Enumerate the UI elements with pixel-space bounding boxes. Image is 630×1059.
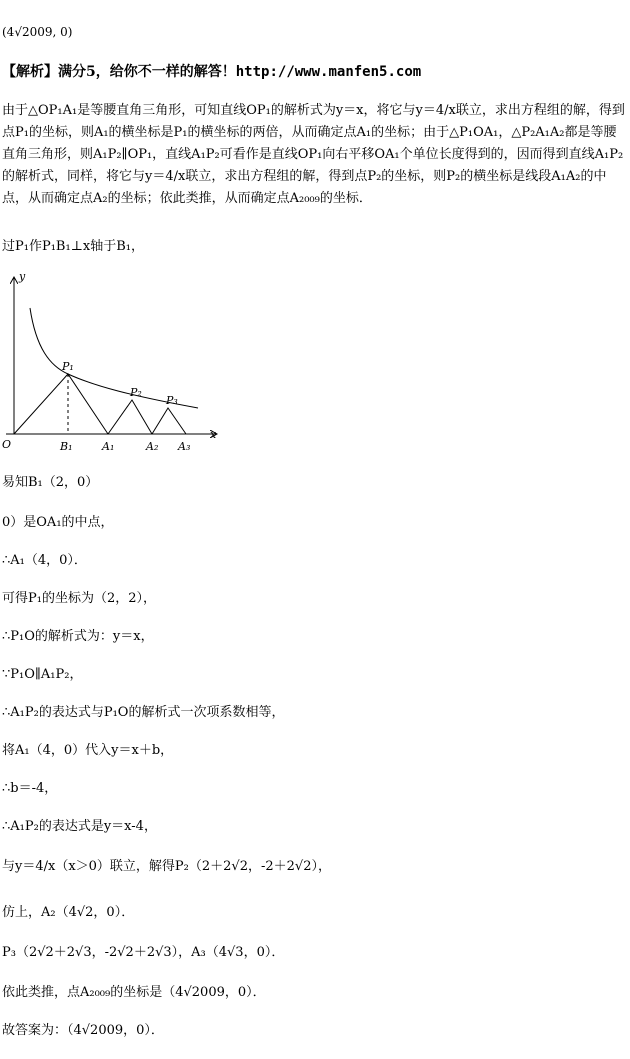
step-line: 过P₁作P₁B₁⊥x轴于B₁， [2, 239, 145, 254]
step-line: ∴P₁O的解析式为：y＝x， [2, 629, 154, 644]
triangle-3 [152, 408, 186, 434]
step-line: ∴A₁（4，0）． [2, 553, 87, 568]
step-line: 故答案为：（4√2009，0）． [2, 1023, 164, 1038]
hyperbola-curve [30, 308, 198, 408]
point-label-a2: A₂ [146, 440, 159, 453]
triangle-2 [108, 400, 152, 434]
analysis-tag: 【解析】 [2, 64, 58, 80]
triangle-1 [14, 374, 108, 434]
analysis-header [2, 64, 421, 80]
step-line: ∵P₁O∥A₁P₂， [2, 667, 83, 682]
analysis-text: 由于△OP₁A₁是等腰直角三角形，可知直线OP₁的解析式为y＝x，将它与y＝4/x联立，求出方程组的解，得到点P₁的坐标，则A₁的横坐标是P₁的横坐标的两倍，从而确定点A₁的坐标；由于△P₁OA₁，△P₂A₁A₂都是等腰直角三角形，则A₁P₂∥OP₁，直线A₁P₂可看作是直线OP₁向右平移OA₁个单位长度得到的，因而得到直线A₁P₂的解析式，同样，将它与y＝4/x联立，求出方程组的解，得到点P₂的坐标，则P₂的横坐标是线段A₁A₂的中点，从而确定点A₂的坐标；依此类推，从而确定点A₂₀₀₉的坐标． [2, 103, 625, 206]
step-line: P₃（2√2＋2√3，-2√2＋2√3），A₃（4√3，0）． [2, 945, 285, 960]
analysis-paragraph [2, 100, 626, 210]
point-label-a1: A₁ [102, 440, 115, 453]
step-line: ∴A₁P₂的表达式与P₁O的解析式一次项系数相等， [2, 705, 285, 720]
step-line: 可得P₁的坐标为（2，2）， [2, 591, 157, 606]
figure-svg [2, 268, 226, 458]
point-label-b1: B₁ [60, 440, 73, 453]
step-line: ∴b＝-4， [2, 781, 58, 796]
hyperbola-figure [2, 268, 226, 458]
step-line: 依此类推，点A₂₀₀₉的坐标是（4√2009，0）． [2, 985, 266, 1000]
step-line: 与y＝4/x（x＞0）联立，解得P₂（2＋2√2，-2＋2√2）， [2, 859, 331, 874]
step-line: 仿上，A₂（4√2，0）． [2, 905, 135, 920]
origin-label: O [2, 438, 12, 451]
step-line: 0）是OA₁的中点， [2, 515, 114, 530]
point-label-p3: P₃ [166, 394, 178, 407]
x-axis-label: x [210, 428, 217, 441]
step-line: 易知B₁（2，0） [2, 475, 99, 490]
header-url[interactable]: http://www.manfen5.com [235, 64, 422, 80]
top-answer: (4√2009, 0) [2, 25, 73, 39]
step-line: 将A₁（4，0）代入y＝x＋b， [2, 743, 174, 758]
header-slogan: 满分5，给你不一样的解答！ [58, 64, 236, 80]
step-line: ∴A₁P₂的表达式是y＝x-4， [2, 819, 157, 834]
point-label-a3: A₃ [178, 440, 191, 453]
y-axis-label: y [19, 270, 26, 283]
point-label-p2: P₂ [130, 386, 142, 399]
point-label-p1: P₁ [62, 360, 74, 373]
